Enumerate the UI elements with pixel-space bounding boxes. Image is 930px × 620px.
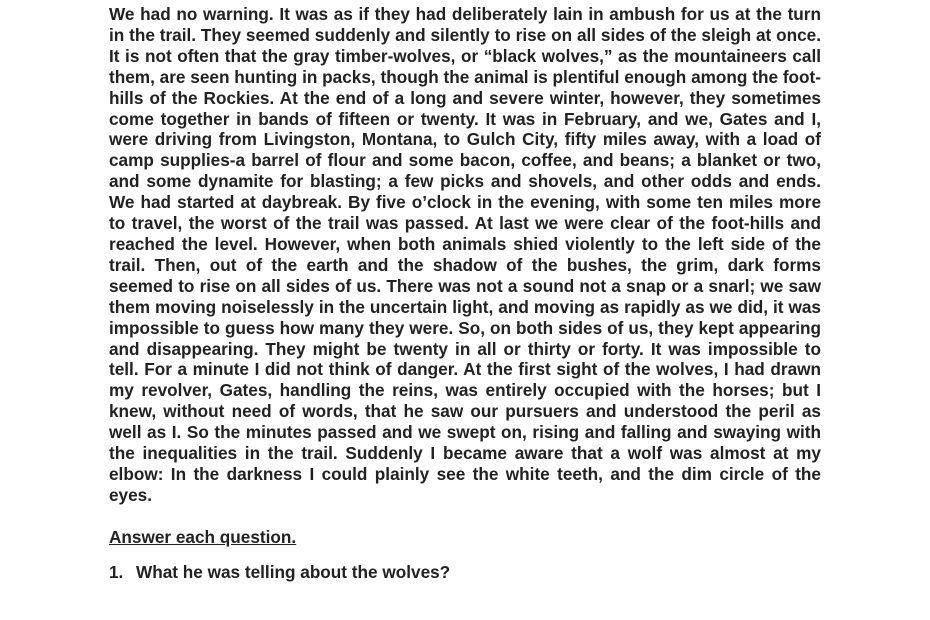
document-page [109,4,821,583]
question-text: What he was telling about the wolves? [136,561,451,582]
question-number: 1. [109,561,124,582]
question-item [109,562,821,583]
instructions-heading: Answer each question. [109,526,297,547]
story-passage: We had no warning. It was as if they had deliberately lain in ambush for us at the turn in the trail. They seemed suddenly and silently to rise on all sides of the sleigh at once. It is not often that the gray timber-wolves, or “black wolves,” as the mountaineers call them, are seen hunting in packs, though the animal is plentiful enough among the foot-hills of the Rockies. At the end of a long and severe winter, however, they sometimes come together in bands of fifteen or twenty. It was in February, and we, Gates and I, were driving from Livingston, Montana, to Gulch City, fifty miles away, with a load of camp supplies-a barrel of flour and some bacon, coffee, and beans; a blanket or two, and some dynamite for blasting; a few picks and shovels, and other odds and ends. We had started at daybreak. By five o’clock in the evening, with some ten miles more to travel, the worst of the trail was passed. At last we were clear of the foot-hills and reached the level. However, when both animals shied violently to the left side of the trail. Then, out of the earth and the shadow of the bushes, the grim, dark forms seemed to rise on all sides of us. There was not a sound not a snap or a snarl; we saw them moving noiselessly in the uncertain light, and moving as rapidly as we did, it was impossible to guess how many they were. So, on both sides of us, they kept appearing and disappearing. They might be twenty in all or thirty or forty. It was impossible to tell. For a minute I did not think of danger. At the first sight of the wolves, I had drawn my revolver, Gates, handling the reins, was entirely occupied with the horses; but I knew, without need of words, that he saw our pursuers and understood the peril as well as I. So the minutes passed and we swept on, rising and falling and swaying with the inequalities in the trail. Suddenly I became aware that a wolf was almost at my elbow: In the darkness I could plainly see the white teeth, and the dim circle of the eyes. [109,4,821,505]
question-list [109,562,821,583]
